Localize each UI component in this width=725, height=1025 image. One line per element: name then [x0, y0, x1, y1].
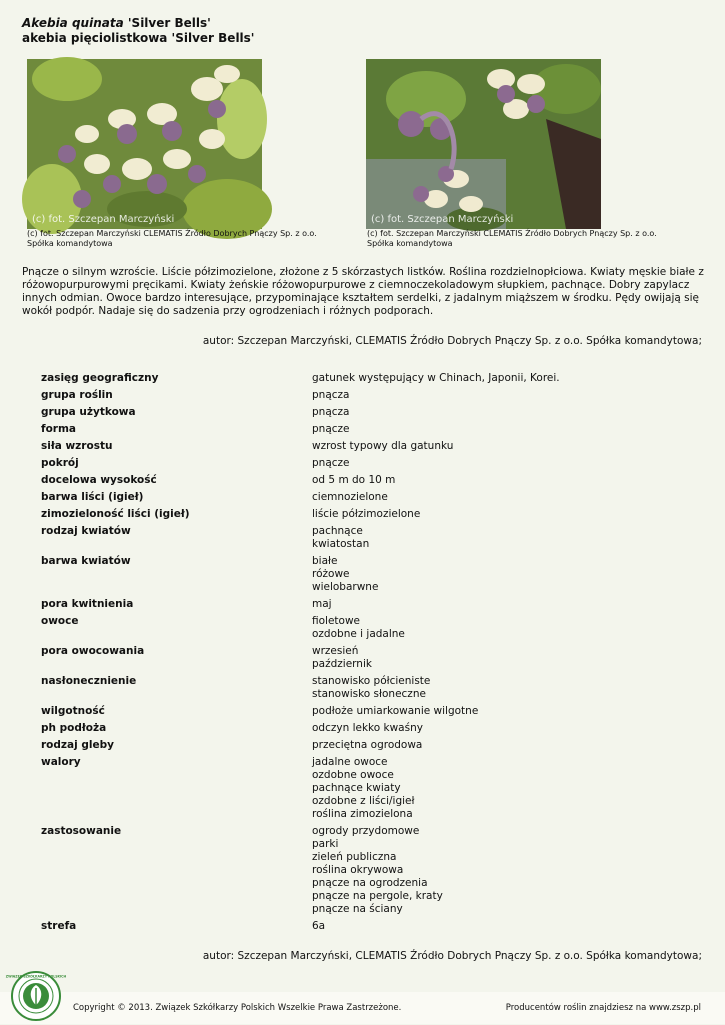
plant-title — [22, 16, 254, 46]
property-row: wilgotność podłoże umiarkowanie wilgotne — [41, 705, 479, 717]
property-row: nasłonecznienie stanowisko półcieniste stanowisko słoneczne — [41, 675, 431, 700]
property-row: pora owocowania wrzesień październik — [41, 645, 372, 670]
property-row: grupa użytkowa pnącza — [41, 406, 350, 418]
photo-2 — [366, 59, 601, 229]
property-row: walory jadalne owoce ozdobne owoce pachnące kwiaty ozdobne z liści/igieł roślina zimozielona — [41, 756, 415, 820]
latin-name-line — [22, 16, 254, 31]
photo-1-caption: (c) fot. Szczepan Marczyński CLEMATIS Źródło Dobrych Pnączy Sp. z o.o. Spółka komandytowa — [27, 229, 317, 248]
plant-description: Pnącze o silnym wzroście. Liście półzimozielone, złożone z 5 skórzastych listków. Roślina rozdzielnopłciowa. Kwiaty męskie białe z różowopurpurowymi pręcikami. Kwiaty żeńskie różowopurpurowe z ciemnoczekoladowym słupkiem, pachnące. Dobry zapylacz innych odmian. Owoce bardzo interesujące, przypominające kształtem serdelki, z jadalnym miąższem w środku. Pędy owijają się wokół podpór. Nadaje się do sadzenia przy ogrodzeniach i różnych podporach. — [22, 266, 704, 317]
property-row: docelowa wysokość od 5 m do 10 m — [41, 474, 396, 486]
property-row: pokrój pnącze — [41, 457, 350, 469]
logo-lettering: ZWIĄZEK SZKÓŁKARZY POLSKICH — [5, 974, 67, 979]
property-row: rodzaj gleby przeciętna ogrodowa — [41, 739, 423, 751]
property-row: strefa 6a — [41, 920, 326, 932]
property-row: siła wzrostu wzrost typowy dla gatunku — [41, 440, 454, 452]
copyright-text: Copyright © 2013. Związek Szkółkarzy Polskich Wszelkie Prawa Zastrzeżone. — [73, 1003, 402, 1013]
property-row: grupa roślin pnącza — [41, 389, 350, 401]
property-row: rodzaj kwiatów pachnące kwiatostan — [41, 525, 370, 550]
latin-cultivar: 'Silver Bells' — [127, 16, 211, 30]
property-row: owoce fioletowe ozdobne i jadalne — [41, 615, 405, 640]
property-row: zasięg geograficzny gatunek występujący w Chinach, Japonii, Korei. — [41, 372, 560, 384]
polish-name: akebia pięciolistkowa 'Silver Bells' — [22, 31, 255, 45]
photo-watermark: (c) fot. Szczepan Marczyński — [32, 214, 175, 225]
property-row: barwa liści (igieł) ciemnozielone — [41, 491, 388, 503]
property-row: ph podłoża odczyn lekko kwaśny — [41, 722, 423, 734]
property-row: forma pnącze — [41, 423, 350, 435]
photo-2-caption: (c) fot. Szczepan Marczyński CLEMATIS Źródło Dobrych Pnączy Sp. z o.o. Spółka komandytowa — [367, 229, 657, 248]
author-credit-top: autor: Szczepan Marczyński, CLEMATIS Źródło Dobrych Pnączy Sp. z o.o. Spółka komandytowa; — [202, 335, 702, 347]
property-row: barwa kwiatów białe różowe wielobarwne — [41, 555, 379, 593]
properties-table — [41, 372, 661, 937]
photo-1 — [27, 59, 262, 229]
photo-watermark: (c) fot. Szczepan Marczyński — [371, 214, 514, 225]
latin-name: Akebia quinata — [22, 16, 124, 30]
property-row: zimozieloność liści (igieł) liście półzimozielone — [41, 508, 421, 520]
zszp-logo[interactable] — [5, 971, 67, 1021]
property-row: pora kwitnienia maj — [41, 598, 332, 610]
property-row: zastosowanie ogrody przydomowe parki zieleń publiczna roślina okrywowa pnącze na ogrodzenia pnącze na pergole, kraty pnącze na ściany — [41, 825, 443, 915]
producers-link[interactable]: Producentów roślin znajdziesz na www.zszp.pl — [505, 1003, 701, 1013]
author-credit-bottom: autor: Szczepan Marczyński, CLEMATIS Źródło Dobrych Pnączy Sp. z o.o. Spółka komandytowa; — [202, 950, 702, 962]
